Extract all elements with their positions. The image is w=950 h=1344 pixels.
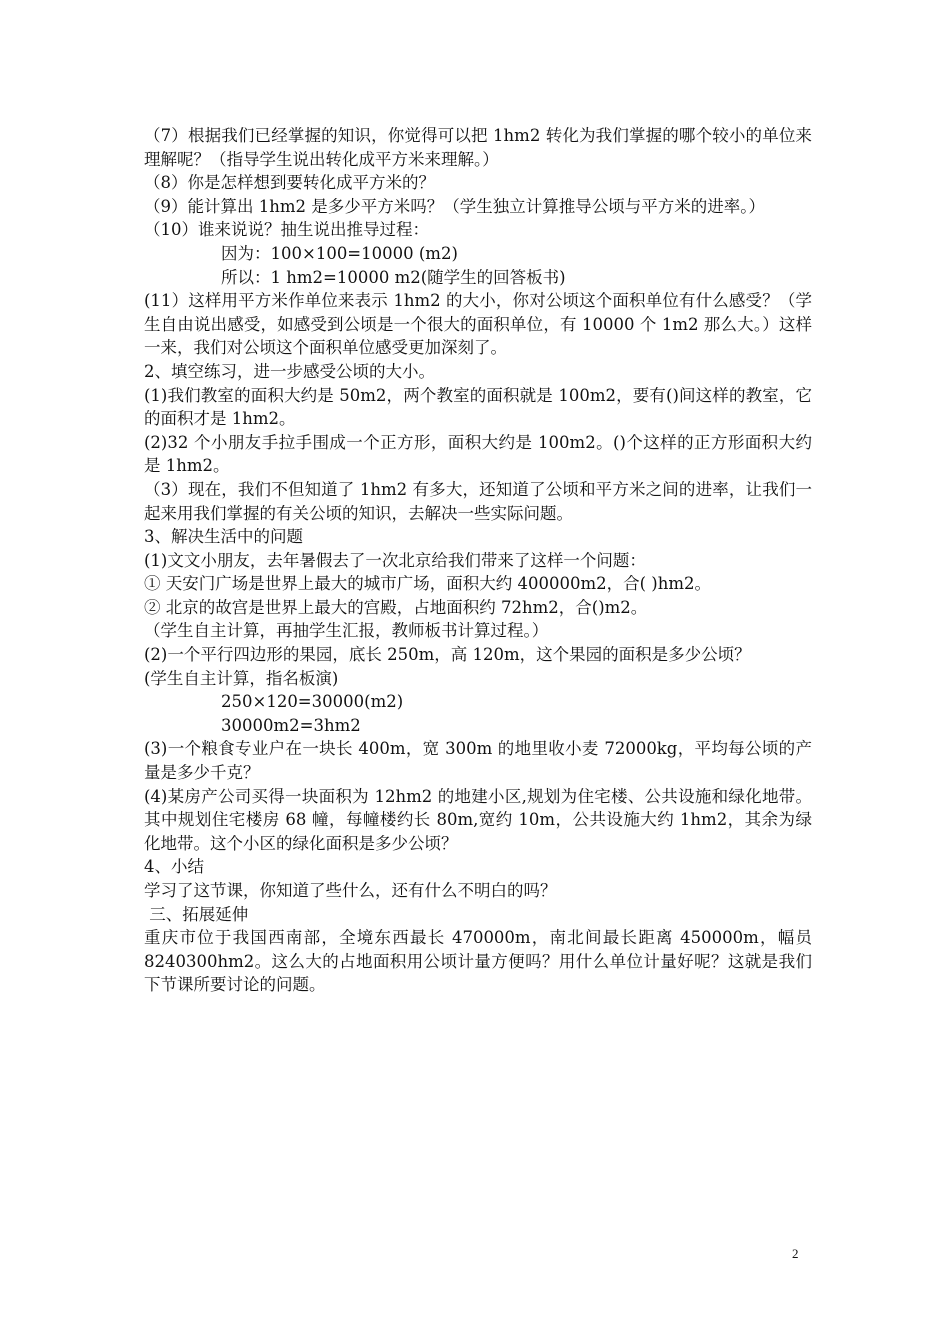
note-student-calculation: （学生自主计算，再抽学生汇报，教师板书计算过程。） xyxy=(144,621,549,641)
section-heading-life-problems: 3、解决生活中的问题 xyxy=(144,527,303,547)
problem-orchard: (2)一个平行四边形的果园，底长 250m，高 120m，这个果园的面积是多少公顷？ xyxy=(144,645,751,665)
exercise-children-square: (2)32 个小朋友手拉手围成一个正方形，面积大约是 100m2。()个这样的正方形面积大约是 1hm2。 xyxy=(144,432,812,476)
paragraph-step-11: (11）这样用平方米作单位来表示 1hm2 的大小，你对公顷这个面积单位有什么感受？（学生自由说出感受，如感受到公顷是一个很大的面积单位，有 10000 个 1m2 那么大。）这样一来，我们对公顷这个面积单位感受更加深刻了。 xyxy=(144,291,812,358)
problem-housing-estate: (4)某房产公司买得一块面积为 12hm2 的地建小区,规划为住宅楼、公共设施和绿化地带。其中规划住宅楼房 68 幢，每幢楼约长 80m,宽约 10m，公共设施大约 1hm2，其余为绿化地带。这个小区的绿化面积是多少公顷？ xyxy=(144,786,812,853)
note-board-demo: (学生自主计算，指名板演) xyxy=(144,668,339,688)
summary-question: 学习了这节课，你知道了些什么，还有什么不明白的吗？ xyxy=(144,881,557,900)
paragraph-step-8: （8）你是怎样想到要转化成平方米的？ xyxy=(144,173,435,193)
document-body xyxy=(144,124,812,997)
section-heading-extension: 三、拓展延伸 xyxy=(144,904,249,924)
derivation-because: 因为：100×100=10000 (m2) xyxy=(221,243,458,263)
exercise-classroom: (1)我们教室的面积大约是 50m2，两个教室的面积就是 100m2，要有()间这样的教室，它的面积才是 1hm2。 xyxy=(144,385,812,429)
section-heading-fill-in: 2、填空练习，进一步感受公顷的大小。 xyxy=(144,361,435,381)
derivation-therefore: 所以：1 hm2=10000 m2(随学生的回答板书) xyxy=(221,267,566,287)
problem-beijing-intro: (1)文文小朋友，去年暑假去了一次北京给我们带来了这样一个问题： xyxy=(144,550,646,570)
paragraph-step-9: （9）能计算出 1hm2 是多少平方米吗？（学生独立计算推导公顷与平方米的进率。） xyxy=(144,196,766,216)
problem-tiananmen: ① 天安门广场是世界上最大的城市广场，面积大约 400000m2，合( )hm2。 xyxy=(144,574,712,594)
problem-wheat-yield: (3)一个粮食专业户在一块长 400m，宽 300m 的地里收小麦 72000kg，平均每公顷的产量是多少千克？ xyxy=(144,739,812,783)
extension-chongqing: 重庆市位于我国西南部，全境东西最长 470000m，南北间最长距离 450000m，幅员 8240300hm2。这么大的占地面积用公顷计量方便吗？用什么单位计量好呢？这就是我们下节课所要讨论的问题。 xyxy=(144,928,812,995)
problem-forbidden-city: ② 北京的故宫是世界上最大的宫殿，占地面积约 72hm2，合()m2。 xyxy=(144,597,648,617)
calculation-area: 250×120=30000(m2) xyxy=(221,692,404,712)
section-heading-summary: 4、小结 xyxy=(144,857,204,877)
paragraph-step-7: （7）根据我们已经掌握的知识，你觉得可以把 1hm2 转化为我们掌握的哪个较小的单位来理解呢？（指导学生说出转化成平方米来理解。） xyxy=(144,126,812,169)
paragraph-transition: （3）现在，我们不但知道了 1hm2 有多大，还知道了公顷和平方米之间的进率，让我们一起来用我们掌握的有关公顷的知识，去解决一些实际问题。 xyxy=(144,479,812,523)
page-number: 2 xyxy=(792,1246,799,1261)
calculation-conversion: 30000m2=3hm2 xyxy=(221,715,361,735)
paragraph-step-10: （10）谁来说说？抽生说出推导过程： xyxy=(144,220,429,240)
